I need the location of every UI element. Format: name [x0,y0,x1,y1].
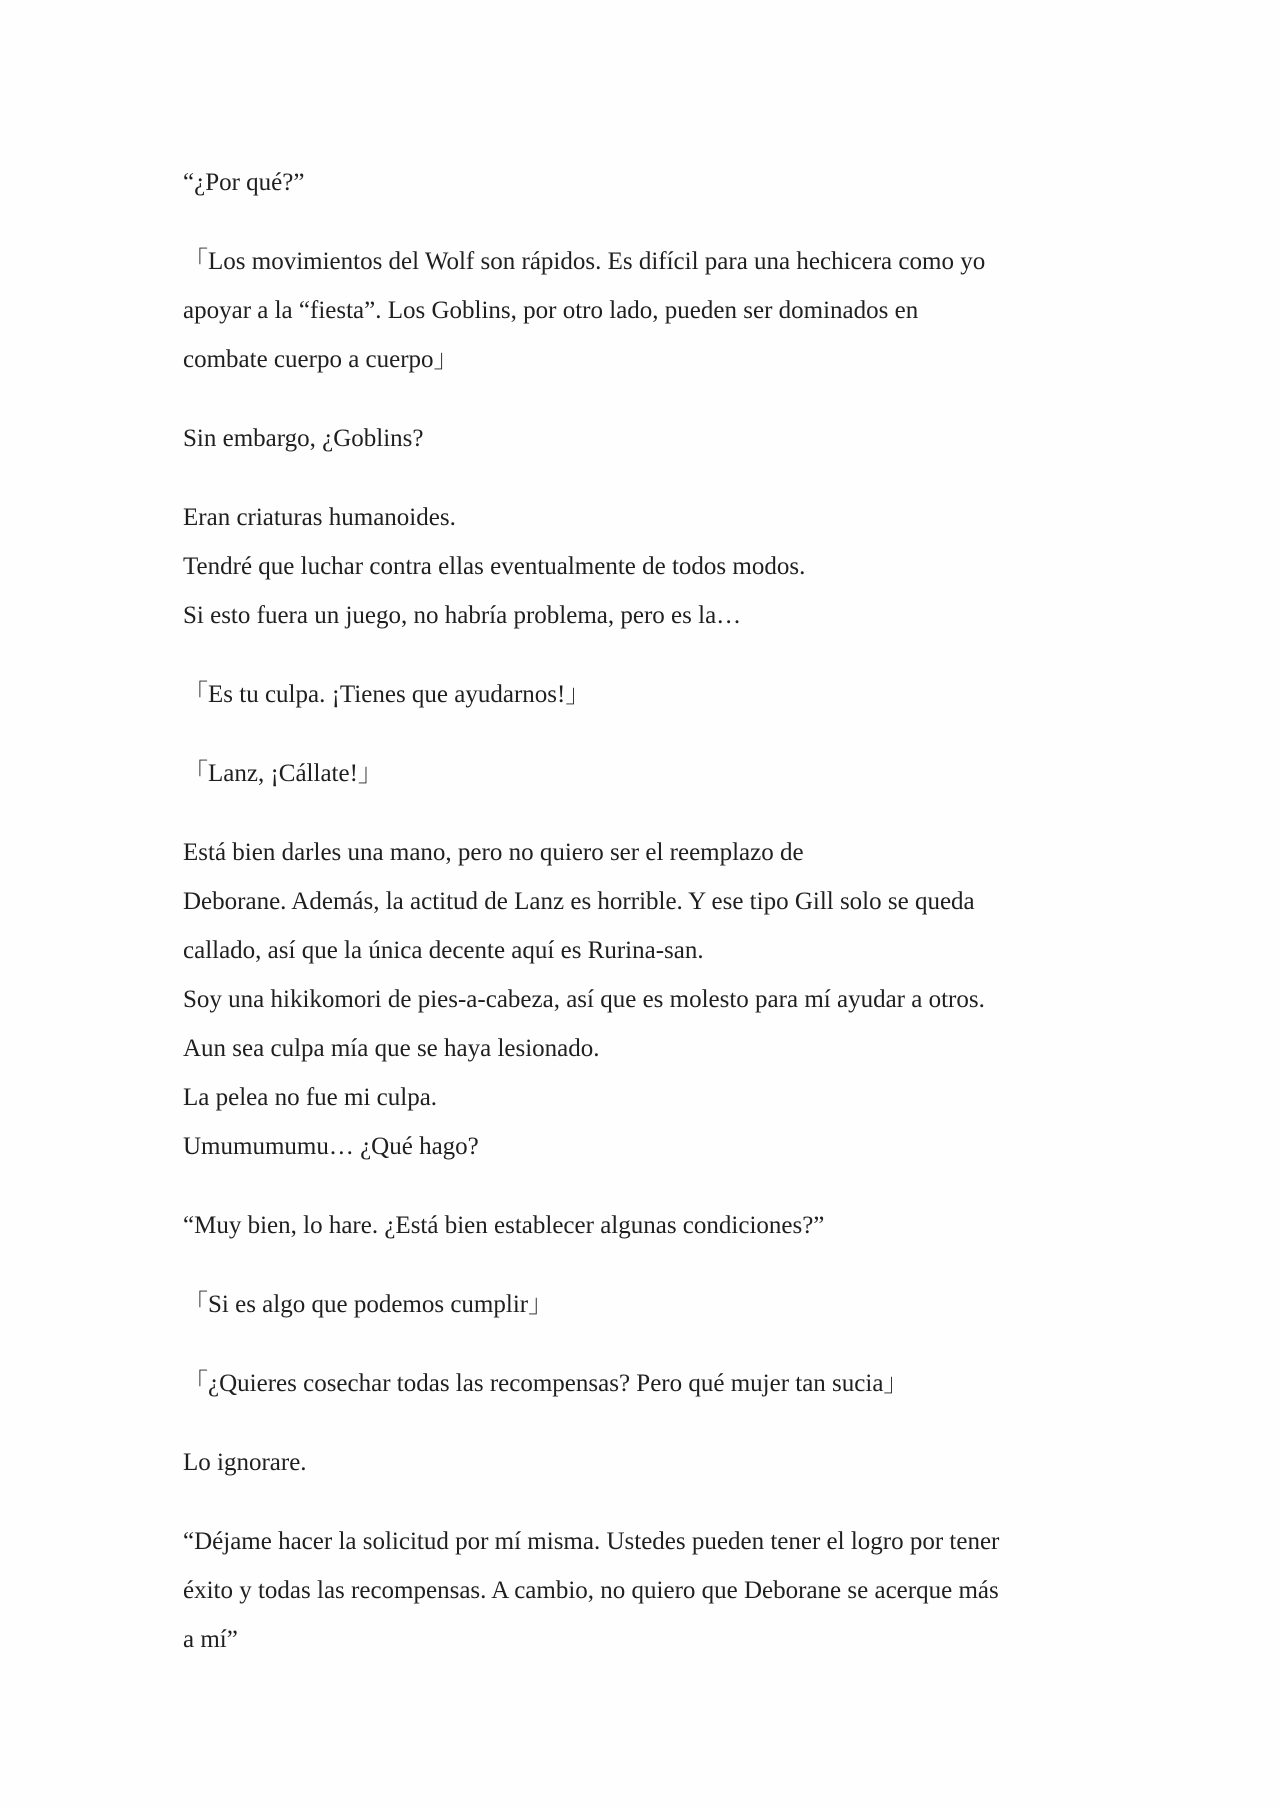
text-line: apoyar a la “fiesta”. Los Goblins, por otro lado, pueden ser dominados en [183,297,919,324]
text-line: Sin embargo, ¿Goblins? [183,425,424,452]
text-line: a mí” [183,1626,238,1653]
paragraph [183,1201,1113,1250]
text-line: 「Los movimientos del Wolf son rápidos. Es difícil para una hechicera como yo [183,248,986,275]
text-line: éxito y todas las recompensas. A cambio, no quiero que Deborane se acerque más [183,1577,999,1604]
paragraph [183,158,1113,207]
document-body [183,158,1113,1694]
text-line: Deborane. Además, la actitud de Lanz es horrible. Y ese tipo Gill solo se queda [183,888,975,915]
text-line: “¿Por qué?” [183,169,305,196]
paragraph [183,1438,1113,1487]
text-line: 「¿Quieres cosechar todas las recompensas? Pero qué mujer tan sucia」 [183,1370,909,1397]
paragraph [183,414,1113,463]
text-line: La pelea no fue mi culpa. [183,1084,438,1111]
paragraph [183,1280,1113,1329]
paragraph [183,493,1113,640]
text-line: Lo ignorare. [183,1449,307,1476]
text-line: Eran criaturas humanoides. [183,504,456,531]
text-line: Umumumumu… ¿Qué hago? [183,1133,479,1160]
paragraph [183,237,1113,384]
paragraph [183,828,1113,1171]
text-line: 「Lanz, ¡Cállate!」 [183,760,383,787]
text-line: “Muy bien, lo hare. ¿Está bien establecer algunas condiciones?” [183,1212,825,1239]
text-line: 「Si es algo que podemos cumplir」 [183,1291,554,1318]
text-line: Soy una hikikomori de pies-a-cabeza, así que es molesto para mí ayudar a otros. [183,986,985,1013]
text-line: Aun sea culpa mía que se haya lesionado. [183,1035,600,1062]
paragraph [183,749,1113,798]
text-line: callado, así que la única decente aquí es Rurina-san. [183,937,704,964]
paragraph [183,670,1113,719]
text-line: Tendré que luchar contra ellas eventualmente de todos modos. [183,553,806,580]
text-line: 「Es tu culpa. ¡Tienes que ayudarnos!」 [183,681,591,708]
text-line: “Déjame hacer la solicitud por mí misma. Ustedes pueden tener el logro por tener [183,1528,1000,1555]
text-line: combate cuerpo a cuerpo」 [183,346,459,373]
text-line: Está bien darles una mano, pero no quiero ser el reemplazo de [183,839,804,866]
paragraph [183,1517,1113,1664]
text-line: Si esto fuera un juego, no habría problema, pero es la… [183,602,742,629]
paragraph [183,1359,1113,1408]
